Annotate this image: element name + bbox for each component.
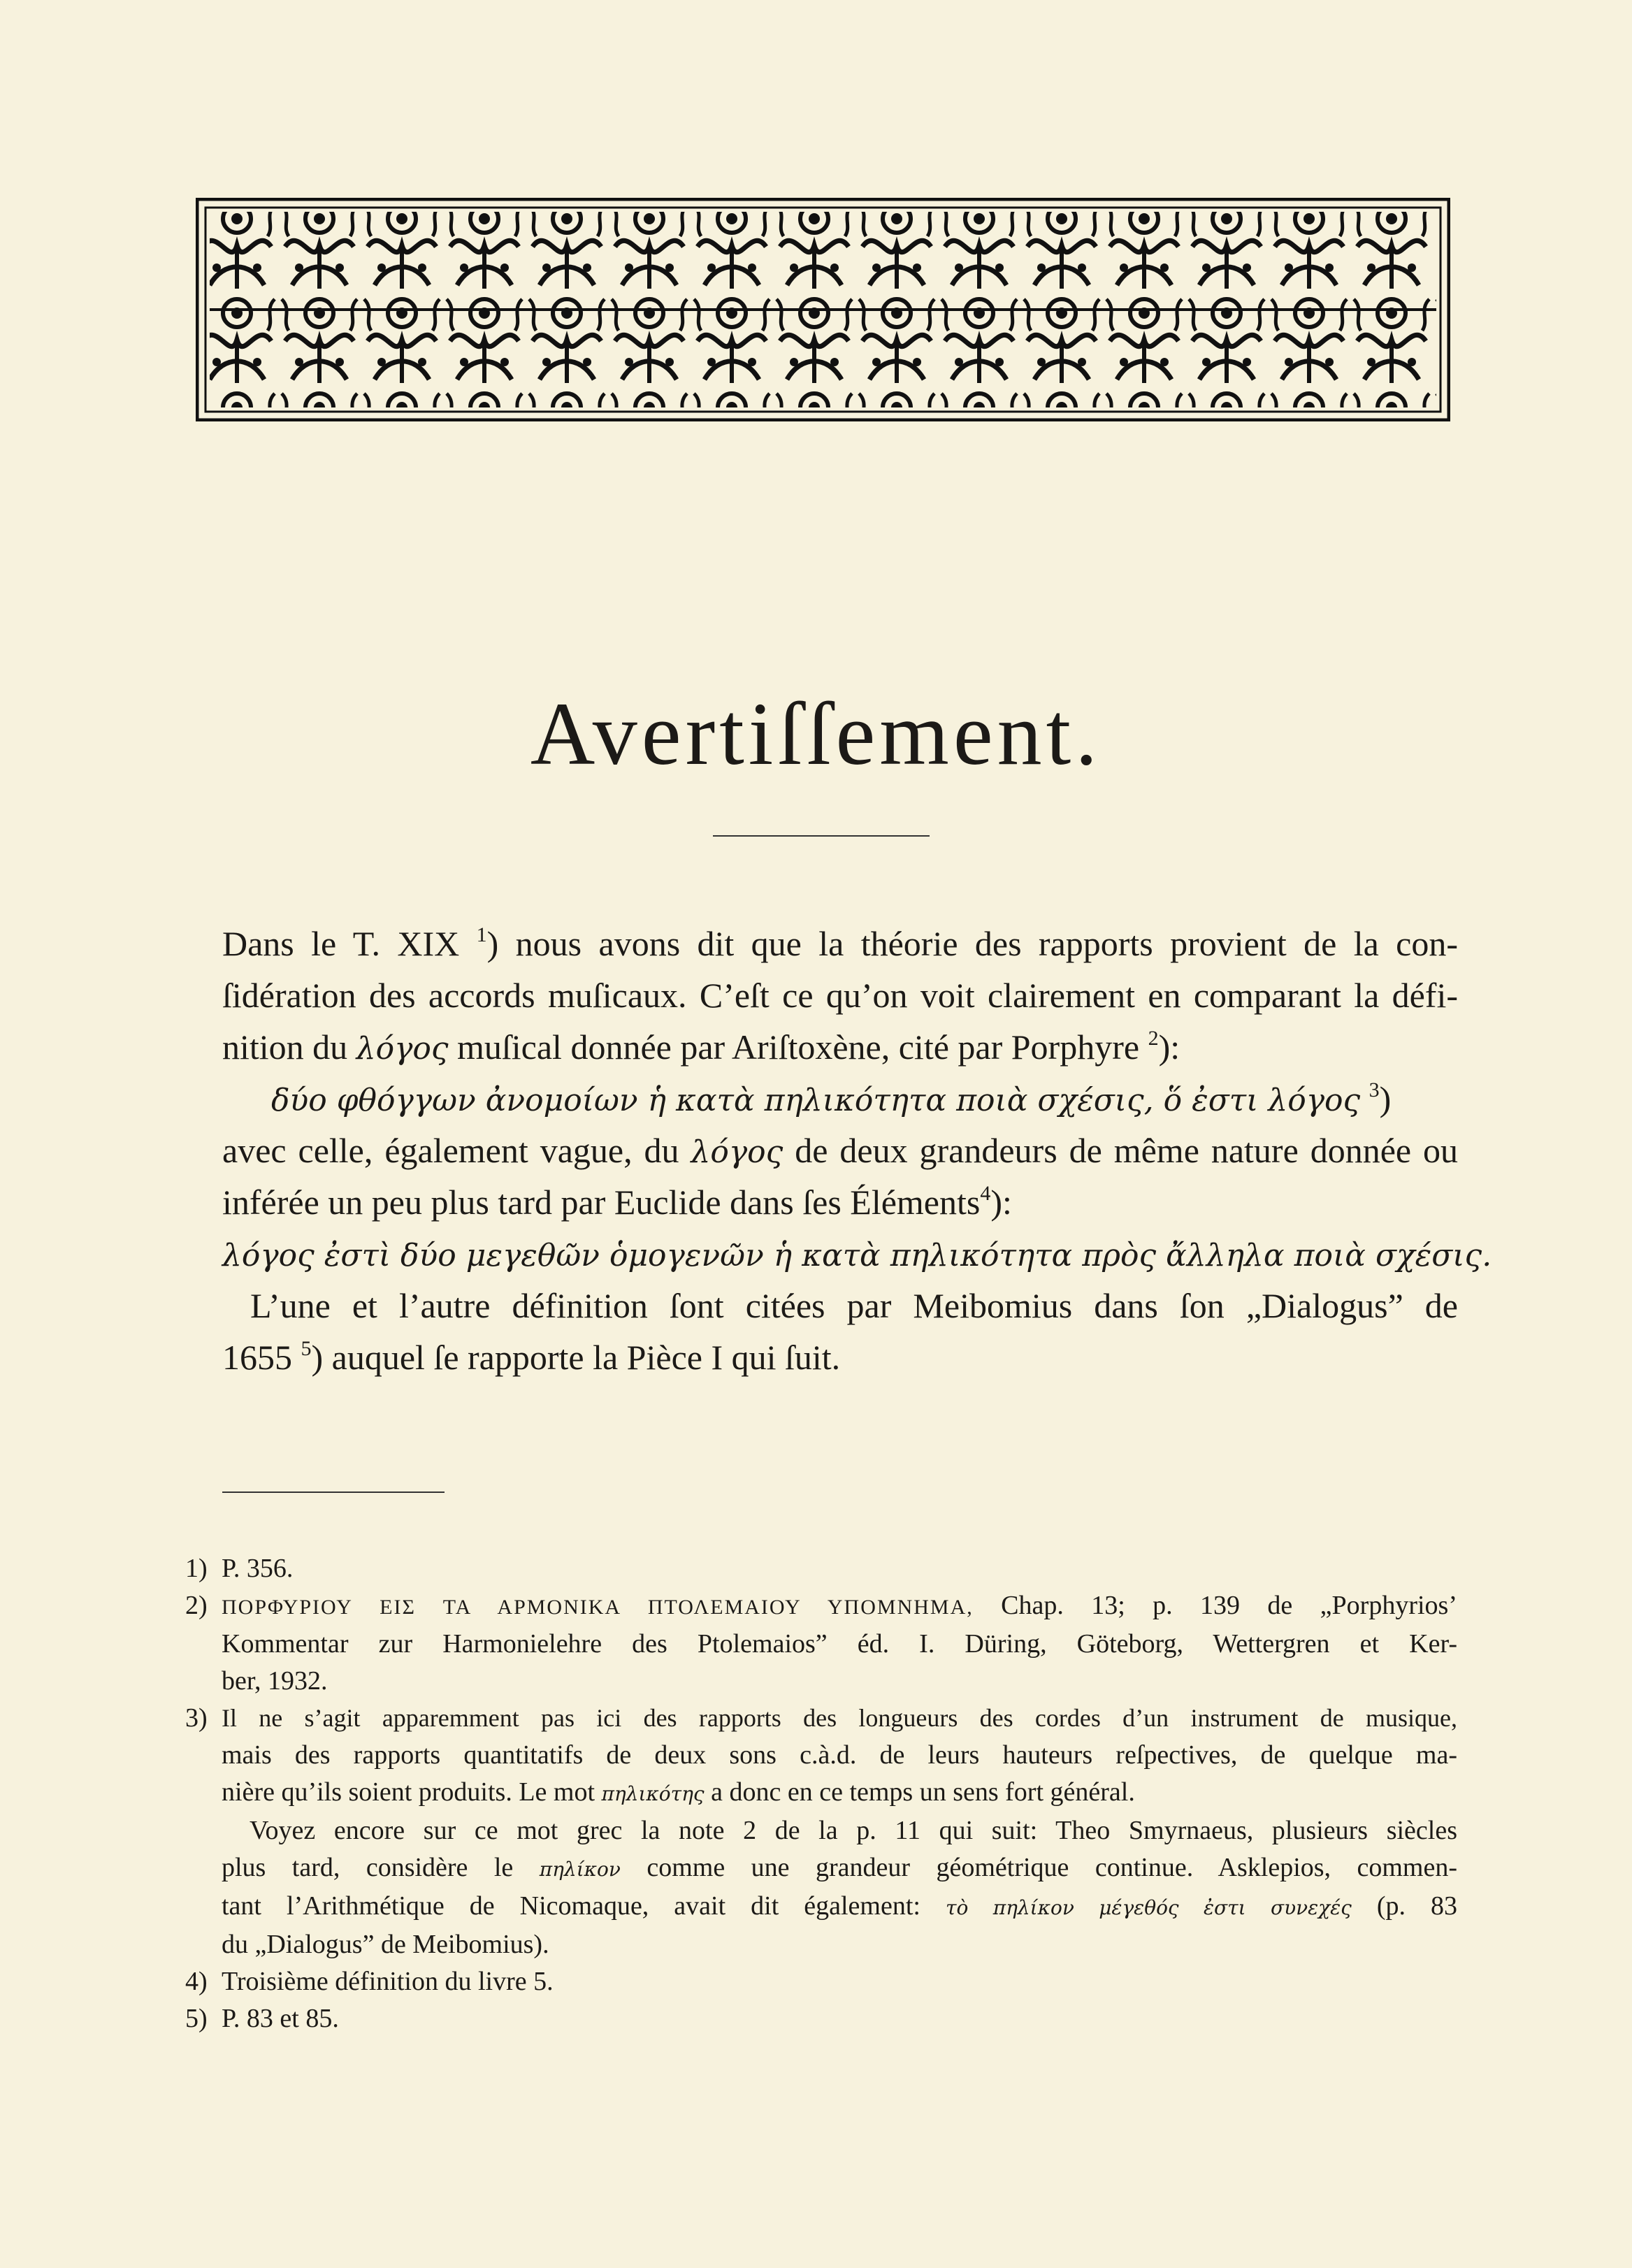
footnote-5: 5) P. 83 et 85. — [185, 2004, 339, 2033]
footnote-3: 3) Il ne s’agit apparemment pas ici des rapports des longueurs des cordes d’un instrument de musique, mais des rapports quantitatifs de deux sons c.à.d. de leurs hauteurs reſpectives, de quelque ma- nière qu’ils soient produits. Le mot πηλικότης a donc en ce temps un sens fort général. Voyez encore sur ce mot grec la note 2 de la p. 11 qui suit: Theo Smyrnaeus, plusieurs siècles plus tard, considère le πηλίκον comme une grandeur géométrique continue. Asklepios, commen- tant l’Arithmétique de Nicomaque, avait dit également: τὸ πηλίκον μέγεθός ἐστι συνεχές (p. 83 du „Dialogus” de Meibomius). — [185, 1703, 1458, 1959]
footnote-ref-1[interactable]: 1 — [476, 923, 487, 946]
footnote-ref-5[interactable]: 5 — [301, 1337, 312, 1360]
footnote-4: 4) Troisième définition du livre 5. — [185, 1967, 554, 1996]
paragraph-3-line-1: L’une et l’autre définition ſont citées par Meibomius dans ſon „Dialogus” de — [250, 1286, 1458, 1325]
paragraph-1-line-2: ſidération des accords muſicaux. C’eſt ce qu’on voit clairement en comparant la défi- — [222, 976, 1458, 1015]
paragraph-3-line-2: 1655 $^5$) auquel ſe rapporte la Pièce I qui ſuit. — [222, 1337, 841, 1377]
paragraph-2-line-2: inférée un peu plus tard par Euclide dans ſes Éléments$^4$): — [222, 1182, 1012, 1222]
footnote-ref-4[interactable]: 4 — [980, 1182, 991, 1205]
title-divider — [713, 835, 930, 837]
ornamental-header-band — [196, 198, 1450, 421]
footnote-ref-3[interactable]: 3 — [1369, 1078, 1380, 1102]
paragraph-2-line-1: avec celle, également vague, du λόγος de deux grandeurs de même nature donnée ou — [222, 1131, 1459, 1170]
greek-quote-1: δύο φθόγγων ἀνομοίων ἡ κατὰ πηλικότητα ποιὰ σχέσις, ὅ ἐστι λόγος $^3$) — [271, 1078, 1392, 1118]
greek-phrase: τὸ πηλίκον μέγεθός ἐστι συνεχές — [945, 1896, 1352, 1919]
footnote-ref-2[interactable]: 2 — [1148, 1027, 1159, 1050]
page-title: Avertiſſement. — [530, 684, 1102, 783]
footnotes — [178, 1550, 1457, 2037]
footnote-divider — [222, 1491, 445, 1493]
paragraph-1-line-1: Dans le T. XIX $^1$) nous avons dit que la théorie des rapports provient de la con- — [222, 923, 1459, 963]
greek-word: πηλίκον — [539, 1858, 621, 1881]
greek-word: πηλικότης — [601, 1782, 705, 1805]
greek-quote-2: λόγος ἐστὶ δύο μεγεθῶν ὁμογενῶν ἡ κατὰ πηλικότητα πρὸς ἄλληλα ποιὰ σχέσις. — [222, 1238, 1492, 1273]
footnote-2: 2) ΠΟΡΦΥΡΙΟΥ ΕΙΣ ΤΑ ΑΡΜΟΝΙΚΑ ΠΤΟΛΕΜΑΙΟΥ ΥΠΟΜΝΗΜΑ, Chap. 13; p. 139 de „Porphyrios’ Kommentar zur Harmonielehre des Ptolemaios” éd. I. Düring, Göteborg, Wettergren et Ker- ber, 1932. — [185, 1591, 1457, 1696]
paragraph-1-line-3: nition du λόγος muſical donnée par Ariſtoxène, cité par Porphyre $^2$): — [222, 1027, 1180, 1067]
greek-word: λόγος — [691, 1134, 783, 1170]
main-text — [222, 918, 1492, 1383]
footnote-1: 1) P. 356. — [185, 1554, 294, 1583]
greek-word: λόγος — [356, 1031, 449, 1067]
